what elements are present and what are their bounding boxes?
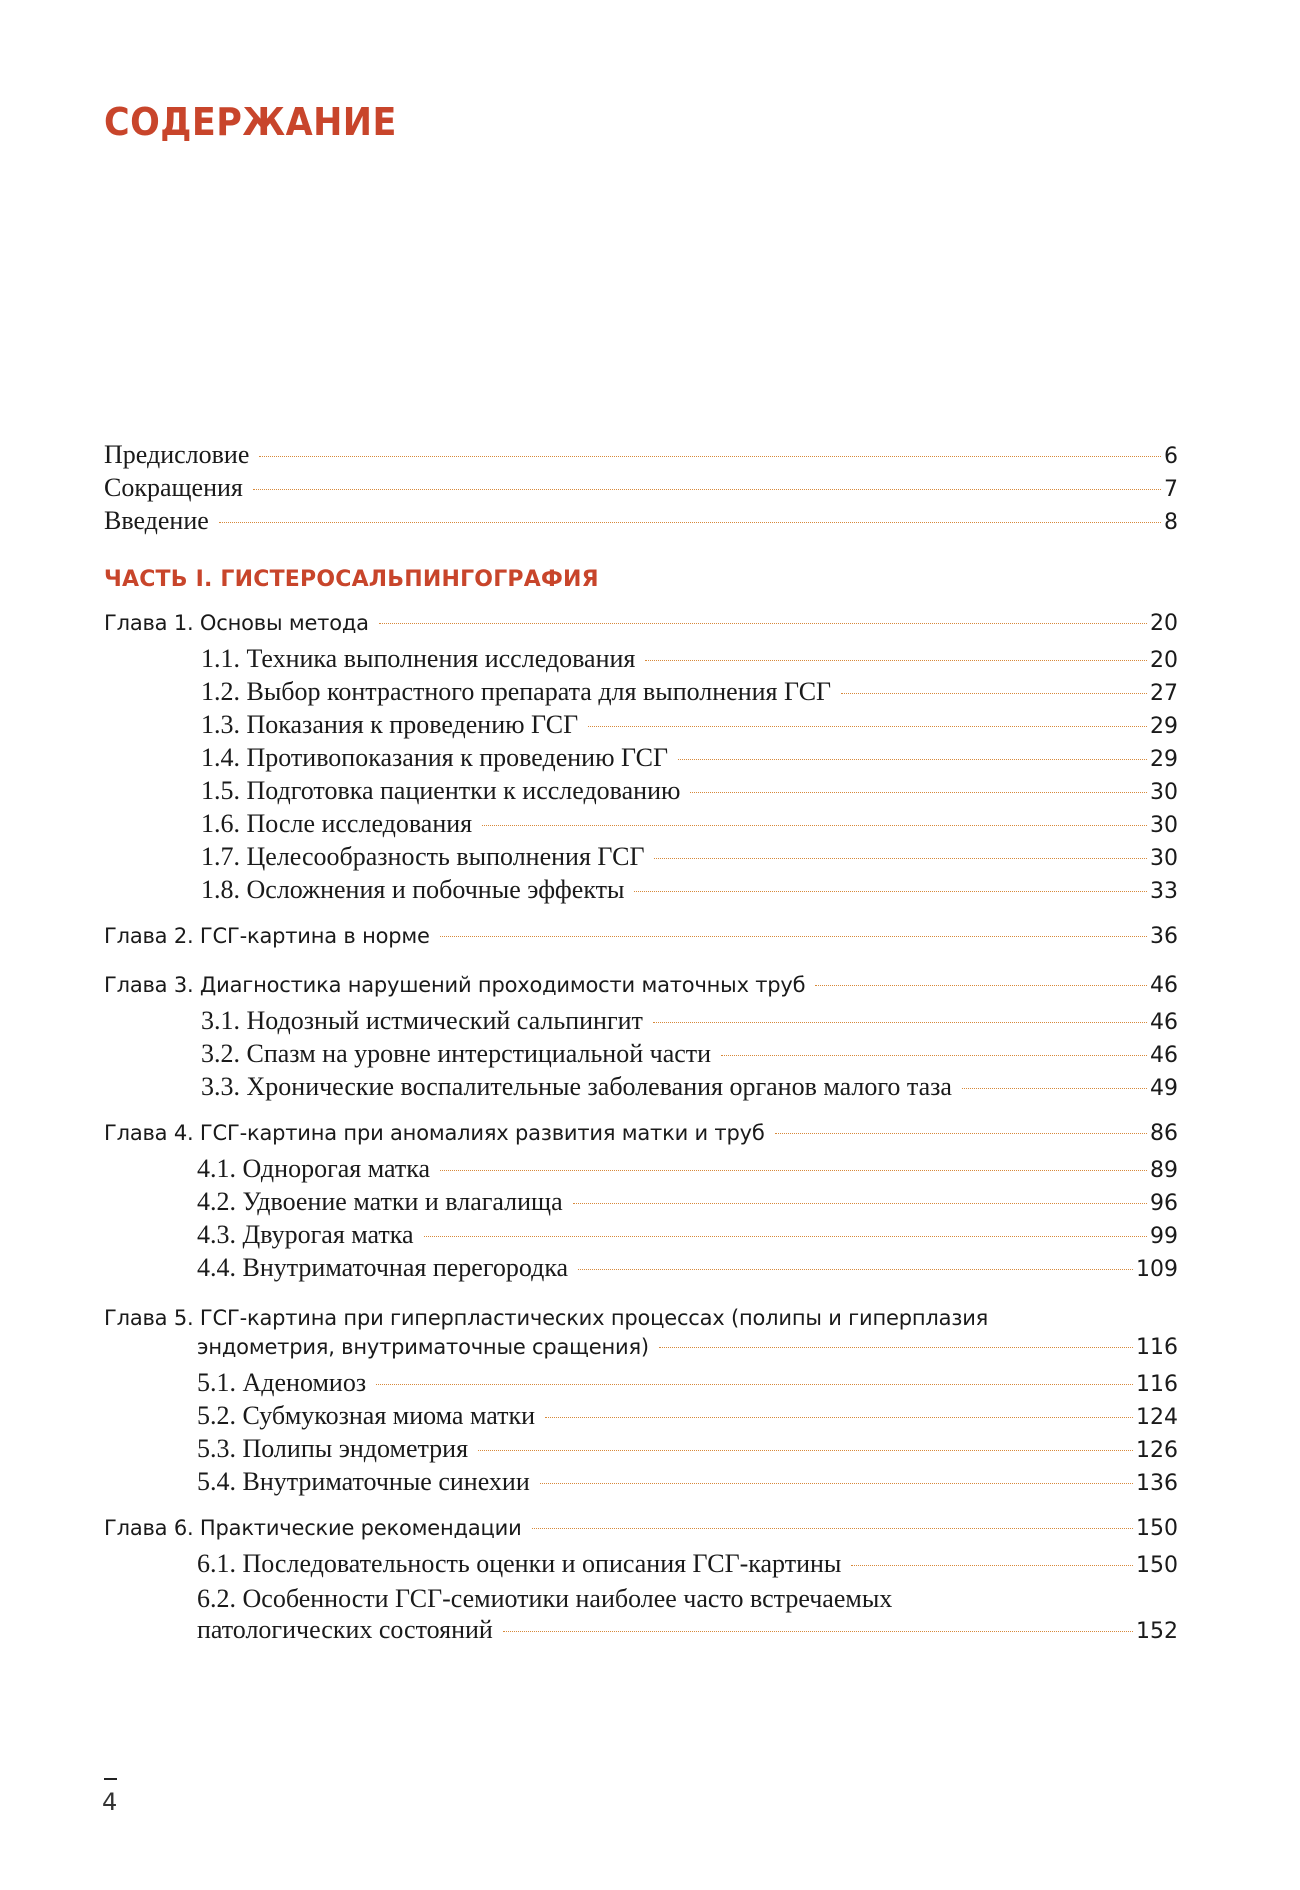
toc-section[interactable]: [104, 809, 1178, 842]
dot-leader: [645, 660, 1147, 661]
toc-chapter-5[interactable]: [104, 1335, 1178, 1368]
dot-leader: [815, 985, 1147, 986]
dot-leader: [540, 1483, 1133, 1484]
dot-leader: [851, 1565, 1133, 1566]
dot-leader: [678, 759, 1147, 760]
dot-leader: [482, 825, 1147, 826]
toc-section[interactable]: [104, 842, 1178, 875]
dot-leader: [841, 693, 1147, 694]
toc-section[interactable]: [104, 1154, 1178, 1187]
part-heading: ЧАСТЬ I. ГИСТЕРОСАЛЬПИНГОГРАФИЯ: [104, 567, 599, 592]
section-label: 1.8. Осложнения и побочные эффекты: [201, 875, 625, 904]
table-of-contents: [104, 440, 1178, 1648]
dot-leader: [588, 726, 1147, 727]
dot-leader: [478, 1450, 1133, 1451]
dot-leader: [545, 1417, 1133, 1418]
toc-chapter-6[interactable]: [104, 1516, 1178, 1549]
section-page: 30: [1150, 846, 1178, 871]
section-page: 30: [1150, 813, 1178, 838]
dot-leader: [690, 792, 1147, 793]
entry-page: 7: [1164, 477, 1178, 502]
section-label: 3.1. Нодозный истмический сальпингит: [201, 1006, 643, 1035]
dot-leader: [653, 1022, 1147, 1023]
section-label: 3.2. Спазм на уровне интерстициальной части: [201, 1039, 712, 1068]
dot-leader: [440, 936, 1147, 937]
dot-leader: [659, 1347, 1133, 1348]
entry-label: Сокращения: [104, 473, 243, 502]
toc-section[interactable]: [104, 710, 1178, 743]
toc-chapter-5-line1[interactable]: Глава 5. ГСГ-картина при гиперпластических процессах (полипы и гиперплазия: [104, 1306, 989, 1330]
toc-section[interactable]: [104, 1549, 1178, 1582]
section-page: 99: [1150, 1224, 1178, 1249]
toc-section[interactable]: [104, 1187, 1178, 1220]
section-page: 126: [1136, 1438, 1178, 1463]
dot-leader: [654, 858, 1147, 859]
toc-chapter-3[interactable]: [104, 973, 1178, 1006]
entry-page: 8: [1164, 510, 1178, 535]
section-page: 30: [1150, 780, 1178, 805]
section-page: 152: [1136, 1619, 1178, 1644]
page-title: СОДЕРЖАНИЕ: [104, 100, 397, 144]
toc-chapter-1[interactable]: [104, 611, 1178, 644]
section-label: 4.2. Удвоение матки и влагалища: [197, 1187, 563, 1216]
chapter-page: 116: [1136, 1335, 1178, 1360]
section-label: патологических состояний: [197, 1615, 493, 1644]
chapter-page: 86: [1150, 1121, 1178, 1146]
section-page: 27: [1150, 681, 1178, 706]
toc-section[interactable]: [104, 1401, 1178, 1434]
toc-section[interactable]: [104, 1039, 1178, 1072]
chapter-label: Глава 1. Основы метода: [104, 611, 369, 635]
section-page: 124: [1136, 1405, 1178, 1430]
entry-page: 6: [1164, 444, 1178, 469]
section-label: 5.2. Субмукозная миома матки: [197, 1401, 536, 1430]
section-page: 49: [1150, 1076, 1178, 1101]
dot-leader: [962, 1088, 1147, 1089]
dot-leader: [503, 1631, 1133, 1632]
section-page: 29: [1150, 714, 1178, 739]
section-label: 1.1. Техника выполнения исследования: [201, 644, 636, 673]
section-page: 150: [1136, 1553, 1178, 1578]
chapter-page: 36: [1150, 924, 1178, 949]
chapter-label: Глава 2. ГСГ-картина в норме: [104, 924, 430, 948]
section-label: 5.3. Полипы эндометрия: [197, 1434, 469, 1463]
chapter-label: Глава 3. Диагностика нарушений проходимости маточных труб: [104, 973, 806, 997]
chapter-label: эндометрия, внутриматочные сращения): [197, 1335, 649, 1359]
toc-section[interactable]: [104, 1434, 1178, 1467]
entry-label: Предисловие: [104, 440, 250, 469]
chapter-page: 20: [1150, 611, 1178, 636]
toc-section[interactable]: [104, 776, 1178, 809]
folio-dash: [104, 1778, 117, 1780]
section-page: 46: [1150, 1043, 1178, 1068]
page-number: 4: [102, 1788, 118, 1816]
toc-section[interactable]: [104, 677, 1178, 710]
chapter-label: Глава 6. Практические рекомендации: [104, 1516, 522, 1540]
dot-leader: [424, 1236, 1147, 1237]
toc-section[interactable]: [104, 1253, 1178, 1286]
dot-leader: [634, 891, 1147, 892]
section-label: 5.4. Внутриматочные синехии: [197, 1467, 530, 1496]
section-label: 1.2. Выбор контрастного препарата для выполнения ГСГ: [201, 677, 832, 706]
toc-entry-introduction[interactable]: [104, 506, 1178, 539]
section-label: 1.3. Показания к проведению ГСГ: [201, 710, 579, 739]
section-label: 4.4. Внутриматочная перегородка: [197, 1253, 569, 1282]
toc-section[interactable]: [104, 644, 1178, 677]
toc-section[interactable]: [104, 1368, 1178, 1401]
entry-label: Введение: [104, 506, 209, 535]
section-page: 29: [1150, 747, 1178, 772]
section-page: 33: [1150, 879, 1178, 904]
toc-section-line1[interactable]: 6.2. Особенности ГСГ-семиотики наиболее часто встречаемых: [197, 1584, 893, 1613]
dot-leader: [219, 522, 1161, 523]
dot-leader: [253, 489, 1161, 490]
toc-chapter-2[interactable]: [104, 924, 1178, 957]
dot-leader: [259, 456, 1161, 457]
toc-section[interactable]: [104, 1467, 1178, 1500]
section-label: 3.3. Хронические воспалительные заболевания органов малого таза: [201, 1072, 952, 1101]
toc-entry-preface[interactable]: [104, 440, 1178, 473]
section-label: 4.3. Двурогая матка: [197, 1220, 414, 1249]
section-label: 6.1. Последовательность оценки и описания ГСГ-картины: [197, 1549, 842, 1578]
section-page: 109: [1136, 1257, 1178, 1282]
section-page: 46: [1150, 1010, 1178, 1035]
section-label: 4.1. Однорогая матка: [197, 1154, 431, 1183]
toc-section[interactable]: [104, 743, 1178, 776]
section-label: 1.5. Подготовка пациентки к исследованию: [201, 776, 681, 805]
toc-section[interactable]: [104, 875, 1178, 908]
toc-entry-abbreviations[interactable]: [104, 473, 1178, 506]
dot-leader: [721, 1055, 1147, 1056]
toc-section[interactable]: [104, 1006, 1178, 1039]
chapter-page: 46: [1150, 973, 1178, 998]
dot-leader: [578, 1269, 1133, 1270]
dot-leader: [379, 623, 1147, 624]
dot-leader: [532, 1528, 1133, 1529]
section-page: 116: [1136, 1372, 1178, 1397]
section-label: 1.4. Противопоказания к проведению ГСГ: [201, 743, 669, 772]
toc-section[interactable]: [104, 1072, 1178, 1105]
section-page: 136: [1136, 1471, 1178, 1496]
dot-leader: [775, 1133, 1147, 1134]
dot-leader: [440, 1170, 1147, 1171]
section-label: 5.1. Аденомиоз: [197, 1368, 367, 1397]
toc-section[interactable]: [104, 1615, 1178, 1648]
dot-leader: [573, 1203, 1147, 1204]
section-label: 1.7. Целесообразность выполнения ГСГ: [201, 842, 645, 871]
section-page: 89: [1150, 1158, 1178, 1183]
toc-section[interactable]: [104, 1220, 1178, 1253]
dot-leader: [376, 1384, 1133, 1385]
section-label: 1.6. После исследования: [201, 809, 473, 838]
chapter-label: Глава 4. ГСГ-картина при аномалиях развития матки и труб: [104, 1121, 765, 1145]
section-page: 96: [1150, 1191, 1178, 1216]
toc-chapter-4[interactable]: [104, 1121, 1178, 1154]
section-page: 20: [1150, 648, 1178, 673]
chapter-page: 150: [1136, 1516, 1178, 1541]
